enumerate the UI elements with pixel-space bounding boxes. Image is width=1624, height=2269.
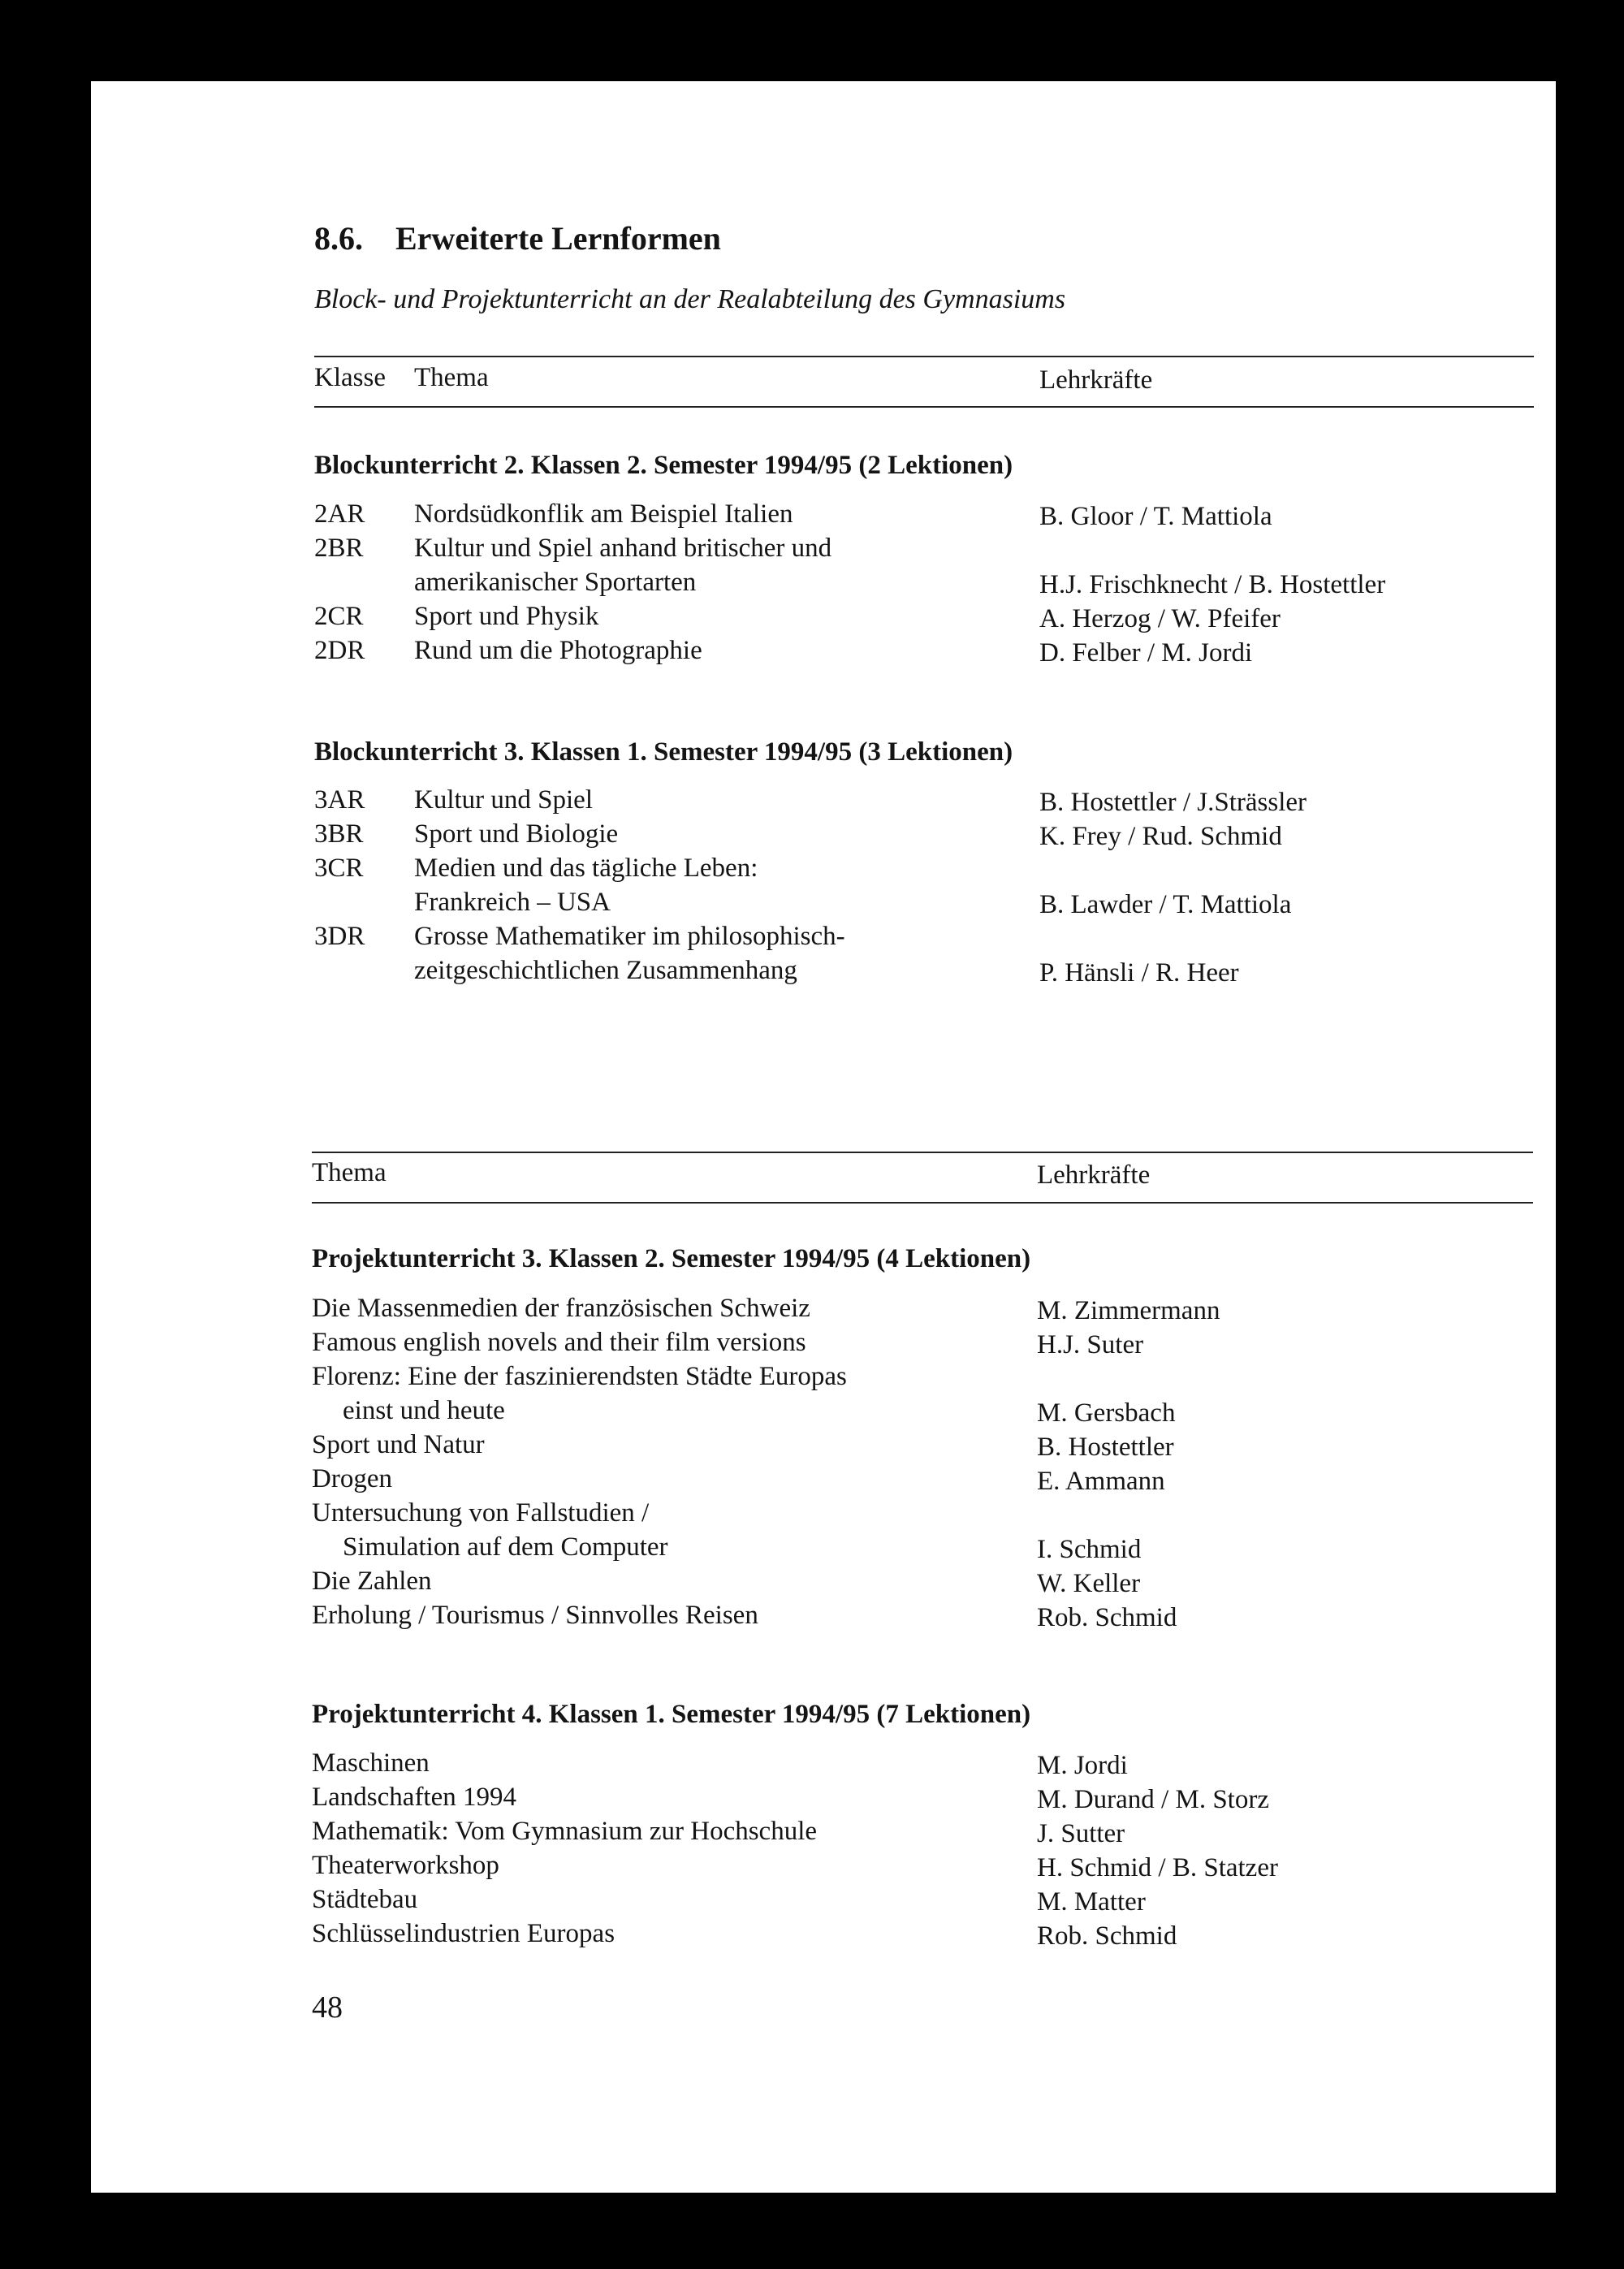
class-code: 2BR [314, 534, 364, 563]
column-header-topic: Thema [312, 1158, 387, 1187]
topic: Mathematik: Vom Gymnasium zur Hochschule [312, 1817, 818, 1846]
table-rule-top [312, 1152, 1533, 1153]
teachers: P. Hänsli / R. Heer [1039, 958, 1239, 988]
topic: Erholung / Tourismus / Sinnvolles Reisen [312, 1601, 758, 1630]
topic: Florenz: Eine der faszinierendsten Städte Europas [312, 1362, 847, 1391]
topic: Drogen [312, 1464, 392, 1493]
teachers: J. Sutter [1037, 1819, 1125, 1848]
teachers: B. Hostettler [1037, 1433, 1174, 1462]
section-title: Erweiterte Lernformen [395, 220, 721, 257]
class-code: 3DR [314, 922, 365, 951]
topic: Medien und das tägliche Leben: [414, 854, 758, 883]
topic: Untersuchung von Fallstudien / [312, 1498, 650, 1528]
block2-title: Blockunterricht 2. Klassen 2. Semester 1994/95 (2 Lektionen) [314, 451, 1013, 480]
project3-title: Projektunterricht 3. Klassen 2. Semester 1994/95 (4 Lektionen) [312, 1244, 1031, 1273]
column-header-topic: Thema [414, 363, 489, 392]
class-code: 3BR [314, 819, 364, 849]
teachers: K. Frey / Rud. Schmid [1039, 822, 1282, 851]
table-rule-bottom [312, 1202, 1533, 1204]
teachers: H. Schmid / B. Statzer [1037, 1853, 1278, 1882]
topic: Sport und Physik [414, 602, 599, 631]
section-subtitle: Block- und Projektunterricht an der Realabteilung des Gymnasiums [314, 284, 1066, 314]
topic: Landschaften 1994 [312, 1783, 516, 1812]
column-header-teachers: Lehrkräfte [1037, 1160, 1151, 1190]
class-code: 3AR [314, 785, 365, 815]
teachers: M. Zimmermann [1037, 1296, 1220, 1325]
section-number: 8.6. [314, 220, 363, 257]
column-header-class: Klasse [314, 363, 386, 392]
teachers: M. Durand / M. Storz [1037, 1785, 1269, 1814]
topic-continued: einst und heute [343, 1396, 505, 1425]
teachers: M. Matter [1037, 1887, 1146, 1917]
topic: Theaterworkshop [312, 1851, 499, 1880]
column-header-teachers: Lehrkräfte [1039, 365, 1153, 395]
topic-continued: Frankreich – USA [414, 888, 611, 917]
document-page [91, 81, 1556, 2193]
topic-continued: Simulation auf dem Computer [343, 1532, 668, 1562]
topic: Sport und Natur [312, 1430, 485, 1459]
class-code: 2AR [314, 499, 365, 529]
teachers: B. Gloor / T. Mattiola [1039, 502, 1272, 531]
topic: Kultur und Spiel [414, 785, 593, 815]
teachers: A. Herzog / W. Pfeifer [1039, 604, 1281, 633]
topic: Nordsüdkonflik am Beispiel Italien [414, 499, 793, 529]
class-code: 2CR [314, 602, 364, 631]
teachers: H.J. Suter [1037, 1330, 1144, 1359]
topic: Städtebau [312, 1885, 418, 1914]
teachers: Rob. Schmid [1037, 1603, 1177, 1632]
teachers: B. Hostettler / J.Strässler [1039, 788, 1307, 817]
teachers: M. Jordi [1037, 1751, 1128, 1780]
page-number: 48 [312, 1990, 343, 2025]
class-code: 2DR [314, 636, 365, 665]
topic: Schlüsselindustrien Europas [312, 1919, 615, 1948]
topic: Grosse Mathematiker im philosophisch- [414, 922, 845, 951]
topic: Die Massenmedien der französischen Schweiz [312, 1294, 810, 1323]
teachers: M. Gersbach [1037, 1398, 1176, 1428]
teachers: Rob. Schmid [1037, 1921, 1177, 1951]
teachers: D. Felber / M. Jordi [1039, 638, 1253, 668]
teachers: H.J. Frischknecht / B. Hostettler [1039, 570, 1386, 599]
topic-continued: amerikanischer Sportarten [414, 568, 697, 597]
topic: Rund um die Photographie [414, 636, 702, 665]
teachers: W. Keller [1037, 1569, 1141, 1598]
table-rule-bottom [314, 406, 1534, 408]
table-rule-top [314, 356, 1534, 357]
class-code: 3CR [314, 854, 364, 883]
topic-continued: zeitgeschichtlichen Zusammenhang [414, 956, 797, 985]
project4-title: Projektunterricht 4. Klassen 1. Semester 1994/95 (7 Lektionen) [312, 1700, 1031, 1729]
topic: Famous english novels and their film versions [312, 1328, 806, 1357]
topic: Die Zahlen [312, 1567, 432, 1596]
block3-title: Blockunterricht 3. Klassen 1. Semester 1994/95 (3 Lektionen) [314, 737, 1013, 767]
teachers: I. Schmid [1037, 1535, 1142, 1564]
topic: Maschinen [312, 1748, 430, 1778]
topic: Sport und Biologie [414, 819, 619, 849]
topic: Kultur und Spiel anhand britischer und [414, 534, 832, 563]
teachers: B. Lawder / T. Mattiola [1039, 890, 1292, 919]
teachers: E. Ammann [1037, 1467, 1165, 1496]
